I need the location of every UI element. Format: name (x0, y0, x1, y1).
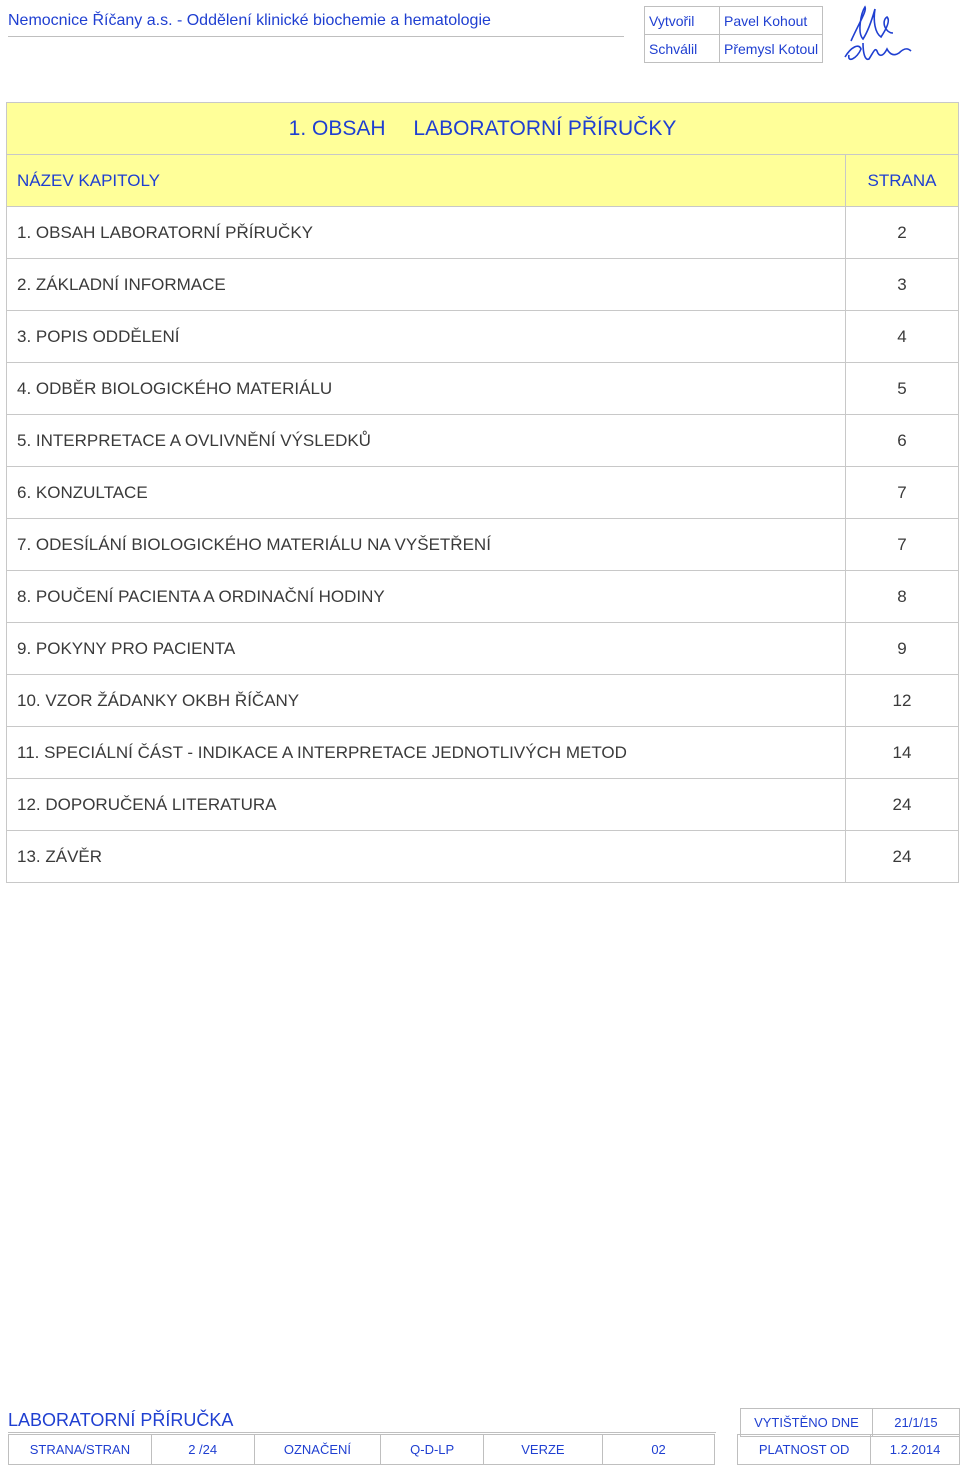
table-row[interactable] (7, 623, 959, 675)
table-row[interactable] (7, 519, 959, 571)
page-number: 24 (846, 779, 959, 831)
page-number: 2 (846, 207, 959, 259)
page-value: 2 /24 (151, 1435, 254, 1465)
chapter-name[interactable]: 7. ODESÍLÁNÍ BIOLOGICKÉHO MATERIÁLU NA VYŠETŘENÍ (7, 519, 846, 571)
table-row[interactable] (7, 363, 959, 415)
footer-meta-table (8, 1434, 960, 1465)
page-number: 6 (846, 415, 959, 467)
column-header-page: STRANA (846, 155, 959, 207)
chapter-name[interactable]: 6. KONZULTACE (7, 467, 846, 519)
chapter-name[interactable]: 2. ZÁKLADNÍ INFORMACE (7, 259, 846, 311)
created-by: Pavel Kohout (720, 7, 823, 35)
mark-label: OZNAČENÍ (254, 1435, 381, 1465)
table-row[interactable] (7, 831, 959, 883)
valid-label: PLATNOST OD (738, 1435, 871, 1465)
document-header-title: Nemocnice Říčany a.s. - Oddělení klinické biochemie a hematologie (8, 12, 491, 29)
toc-header-row (7, 155, 959, 207)
spacer (715, 1435, 738, 1465)
page-number: 14 (846, 727, 959, 779)
signature-icon (841, 3, 915, 67)
footer-print-info (740, 1408, 960, 1437)
toc-title-number: 1. (288, 116, 307, 140)
table-row[interactable] (7, 779, 959, 831)
chapter-name[interactable]: 5. INTERPRETACE A OVLIVNĚNÍ VÝSLEDKŮ (7, 415, 846, 467)
table-row[interactable] (7, 259, 959, 311)
approved-by: Přemysl Kotoul (720, 35, 823, 63)
header-divider (8, 36, 624, 37)
created-label: Vytvořil (645, 7, 720, 35)
column-header-chapter: NÁZEV KAPITOLY (7, 155, 846, 207)
chapter-name[interactable]: 13. ZÁVĚR (7, 831, 846, 883)
version-value: 02 (602, 1435, 715, 1465)
table-row[interactable] (7, 571, 959, 623)
signature (823, 7, 926, 63)
chapter-name[interactable]: 3. POPIS ODDĚLENÍ (7, 311, 846, 363)
page-number: 8 (846, 571, 959, 623)
chapter-name[interactable]: 8. POUČENÍ PACIENTA A ORDINAČNÍ HODINY (7, 571, 846, 623)
page-number: 7 (846, 467, 959, 519)
approved-label: Schválil (645, 35, 720, 63)
mark-value: Q-D-LP (381, 1435, 484, 1465)
printed-label: VYTIŠTĚNO DNE (741, 1409, 873, 1437)
table-row[interactable] (7, 727, 959, 779)
toc-table (6, 102, 959, 883)
footer-divider (8, 1432, 716, 1433)
toc-title-row (7, 103, 959, 155)
version-label: VERZE (484, 1435, 603, 1465)
page-label: STRANA/STRAN (9, 1435, 152, 1465)
table-row[interactable] (7, 311, 959, 363)
table-row[interactable] (7, 467, 959, 519)
page-number: 12 (846, 675, 959, 727)
chapter-name[interactable]: 11. SPECIÁLNÍ ČÁST - INDIKACE A INTERPRETACE JEDNOTLIVÝCH METOD (7, 727, 846, 779)
table-row[interactable] (7, 675, 959, 727)
toc-title-word: OBSAH (312, 116, 386, 140)
page-number: 4 (846, 311, 959, 363)
printed-value: 21/1/15 (872, 1409, 959, 1437)
valid-value: 1.2.2014 (871, 1435, 960, 1465)
page-number: 24 (846, 831, 959, 883)
approval-table (644, 6, 925, 63)
page-number: 5 (846, 363, 959, 415)
page-number: 9 (846, 623, 959, 675)
chapter-name[interactable]: 1. OBSAH LABORATORNÍ PŘÍRUČKY (7, 207, 846, 259)
chapter-name[interactable]: 4. ODBĚR BIOLOGICKÉHO MATERIÁLU (7, 363, 846, 415)
table-row[interactable] (7, 415, 959, 467)
chapter-name[interactable]: 12. DOPORUČENÁ LITERATURA (7, 779, 846, 831)
chapter-name[interactable]: 10. VZOR ŽÁDANKY OKBH ŘÍČANY (7, 675, 846, 727)
chapter-name[interactable]: 9. POKYNY PRO PACIENTA (7, 623, 846, 675)
footer-title: LABORATORNÍ PŘÍRUČKA (8, 1410, 234, 1430)
page-number: 7 (846, 519, 959, 571)
toc-title (7, 103, 959, 155)
page-number: 3 (846, 259, 959, 311)
toc-title-rest: LABORATORNÍ PŘÍRUČKY (413, 116, 677, 140)
table-row[interactable] (7, 207, 959, 259)
